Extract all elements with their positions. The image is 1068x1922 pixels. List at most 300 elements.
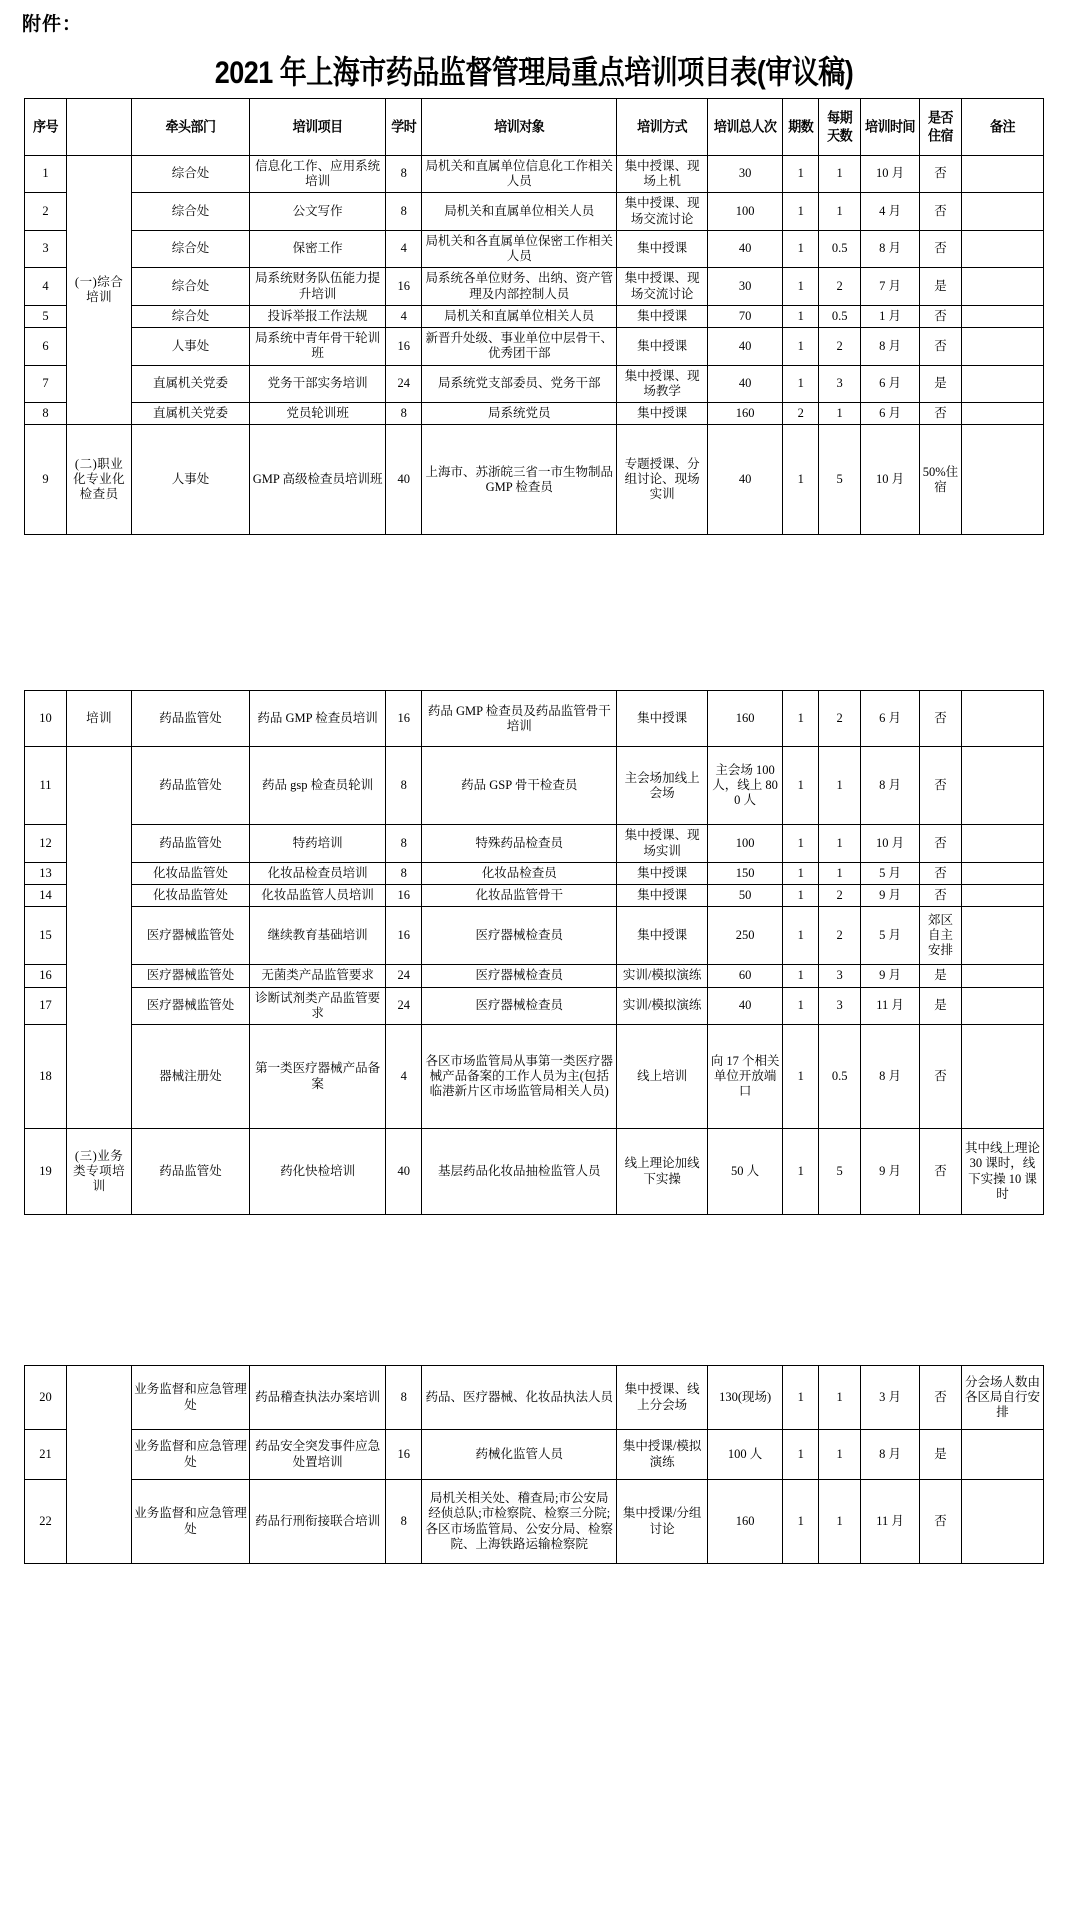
- cell-category-blank: [67, 1366, 132, 1564]
- cell-mode: 集中授课、现场交流讨论: [617, 268, 707, 306]
- cell-proj: 局系统财务队伍能力提升培训: [249, 268, 386, 306]
- cell-hours: 24: [386, 987, 422, 1025]
- cell-seq: 1: [25, 155, 67, 193]
- cell-obj: 局机关和直属单位信息化工作相关人员: [422, 155, 617, 193]
- cell-obj: 药械化监管人员: [422, 1430, 617, 1480]
- cell-stay: 否: [919, 155, 961, 193]
- cell-total: 100 人: [707, 1430, 783, 1480]
- cell-hours: 40: [386, 1129, 422, 1215]
- cell-obj: 化妆品检查员: [422, 862, 617, 884]
- cell-days: 2: [819, 328, 861, 366]
- cell-total: 40: [707, 987, 783, 1025]
- cell-stay: 否: [919, 885, 961, 907]
- cell-proj: 化妆品检查员培训: [249, 862, 386, 884]
- cell-dept: 化妆品监管处: [132, 885, 250, 907]
- cell-mode: 集中授课/分组讨论: [617, 1480, 707, 1564]
- cell-hours: 8: [386, 403, 422, 425]
- cell-category-one: (一)综合培训: [67, 155, 132, 425]
- cell-proj: 党务干部实务培训: [249, 365, 386, 403]
- cell-obj: 基层药品化妆品抽检监管人员: [422, 1129, 617, 1215]
- cell-days: 2: [819, 885, 861, 907]
- cell-days: 3: [819, 965, 861, 987]
- cell-days: 1: [819, 155, 861, 193]
- cell-days: 1: [819, 1480, 861, 1564]
- cell-mode: 集中授课: [617, 907, 707, 965]
- cell-mode: 集中授课: [617, 305, 707, 327]
- col-header-proj: 培训项目: [249, 95, 386, 158]
- cell-terms: 1: [783, 965, 819, 987]
- cell-note: [961, 155, 1043, 193]
- cell-terms: 1: [783, 268, 819, 306]
- cell-total: 主会场 100 人，线上 800 人: [707, 747, 783, 825]
- cell-stay: 否: [919, 747, 961, 825]
- cell-terms: 1: [783, 907, 819, 965]
- cell-days: 3: [819, 987, 861, 1025]
- cell-total: 60: [707, 965, 783, 987]
- cell-obj: 化妆品监管骨干: [422, 885, 617, 907]
- cell-note: [961, 268, 1043, 306]
- cell-mode: 集中授课/模拟演练: [617, 1430, 707, 1480]
- cell-time: 8 月: [861, 747, 920, 825]
- cell-hours: 16: [386, 907, 422, 965]
- cell-proj: 药品 gsp 检查员轮训: [249, 747, 386, 825]
- table-row: [25, 885, 1044, 907]
- cell-stay: 否: [919, 1480, 961, 1564]
- cell-dept: 人事处: [132, 328, 250, 366]
- table-row: [25, 403, 1044, 425]
- cell-total: 100: [707, 825, 783, 863]
- cell-dept: 医疗器械监管处: [132, 987, 250, 1025]
- cell-proj: 第一类医疗器械产品备案: [249, 1025, 386, 1129]
- table-row: [25, 747, 1044, 825]
- cell-mode: 集中授课、现场教学: [617, 365, 707, 403]
- cell-seq: 6: [25, 328, 67, 366]
- cell-dept: 综合处: [132, 193, 250, 231]
- cell-obj: 医疗器械检查员: [422, 907, 617, 965]
- cell-obj: 新晋升处级、事业单位中层骨干、优秀团干部: [422, 328, 617, 366]
- cell-stay: 否: [919, 403, 961, 425]
- cell-obj: 药品、医疗器械、化妆品执法人员: [422, 1366, 617, 1430]
- cell-note: [961, 1025, 1043, 1129]
- cell-days: 0.5: [819, 230, 861, 268]
- cell-obj: 局机关和直属单位相关人员: [422, 193, 617, 231]
- cell-terms: 1: [783, 1430, 819, 1480]
- cell-note: [961, 965, 1043, 987]
- cell-dept: 综合处: [132, 305, 250, 327]
- cell-hours: 4: [386, 1025, 422, 1129]
- cell-terms: 2: [783, 403, 819, 425]
- table-header-row: [25, 98, 1044, 155]
- cell-proj: 投诉举报工作法规: [249, 305, 386, 327]
- col-header-note: 备注: [961, 95, 1043, 158]
- cell-proj: GMP 高级检查员培训班: [249, 425, 386, 535]
- cell-total: 50: [707, 885, 783, 907]
- cell-time: 1 月: [861, 305, 920, 327]
- col-header-time: 培训时间: [861, 95, 920, 158]
- table-row: [25, 268, 1044, 306]
- cell-total: 30: [707, 268, 783, 306]
- cell-seq: 5: [25, 305, 67, 327]
- cell-dept: 直属机关党委: [132, 403, 250, 425]
- cell-stay: 否: [919, 1366, 961, 1430]
- cell-days: 2: [819, 907, 861, 965]
- cell-seq: 16: [25, 965, 67, 987]
- cell-mode: 集中授课: [617, 230, 707, 268]
- cell-proj: 特药培训: [249, 825, 386, 863]
- cell-note: [961, 987, 1043, 1025]
- table-row: [25, 193, 1044, 231]
- cell-mode: 线上理论加线下实操: [617, 1129, 707, 1215]
- cell-dept: 化妆品监管处: [132, 862, 250, 884]
- col-header-terms: 期数: [783, 95, 819, 158]
- cell-obj: 局系统党员: [422, 403, 617, 425]
- cell-days: 1: [819, 747, 861, 825]
- cell-terms: 1: [783, 747, 819, 825]
- table-row: [25, 965, 1044, 987]
- cell-hours: 40: [386, 425, 422, 535]
- cell-seq: 11: [25, 747, 67, 825]
- cell-terms: 1: [783, 305, 819, 327]
- cell-hours: 8: [386, 193, 422, 231]
- cell-mode: 线上培训: [617, 1025, 707, 1129]
- cell-dept: 药品监管处: [132, 747, 250, 825]
- cell-mode: 主会场加线上会场: [617, 747, 707, 825]
- cell-note: [961, 193, 1043, 231]
- cell-category-three: (三)业务类专项培训: [67, 1129, 132, 1215]
- cell-total: 40: [707, 365, 783, 403]
- cell-proj: 药化快检培训: [249, 1129, 386, 1215]
- cell-obj: 局机关相关处、稽查局;市公安局经侦总队;市检察院、检察三分院;各区市场监管局、公安分局、检察院、上海铁路运输检察院: [422, 1480, 617, 1564]
- cell-time: 10 月: [861, 825, 920, 863]
- table-row: [25, 155, 1044, 193]
- cell-note: [961, 403, 1043, 425]
- cell-terms: 1: [783, 230, 819, 268]
- cell-total: 150: [707, 862, 783, 884]
- cell-dept: 业务监督和应急管理处: [132, 1366, 250, 1430]
- cell-terms: 1: [783, 885, 819, 907]
- cell-note: [961, 747, 1043, 825]
- cell-seq: 22: [25, 1480, 67, 1564]
- cell-proj: 信息化工作、应用系统培训: [249, 155, 386, 193]
- cell-hours: 8: [386, 1480, 422, 1564]
- cell-seq: 19: [25, 1129, 67, 1215]
- cell-time: 10 月: [861, 155, 920, 193]
- cell-time: 6 月: [861, 403, 920, 425]
- cell-days: 2: [819, 691, 861, 747]
- cell-time: 5 月: [861, 862, 920, 884]
- cell-obj: 各区市场监管局从事第一类医疗器械产品备案的工作人员为主(包括临港新片区市场监管局相关人员): [422, 1025, 617, 1129]
- cell-mode: 集中授课: [617, 328, 707, 366]
- cell-note: [961, 1430, 1043, 1480]
- cell-terms: 1: [783, 1480, 819, 1564]
- cell-mode: 集中授课: [617, 403, 707, 425]
- cell-days: 1: [819, 825, 861, 863]
- page-break-gap-2: [0, 1215, 1068, 1365]
- cell-obj: 上海市、苏浙皖三省一市生物制品 GMP 检查员: [422, 425, 617, 535]
- cell-terms: 1: [783, 328, 819, 366]
- cell-terms: 1: [783, 862, 819, 884]
- col-header-hours: 学时: [386, 95, 422, 158]
- cell-proj: 公文写作: [249, 193, 386, 231]
- cell-time: 11 月: [861, 987, 920, 1025]
- cell-days: 5: [819, 425, 861, 535]
- cell-time: 5 月: [861, 907, 920, 965]
- attachment-label: 附件：: [22, 14, 83, 35]
- cell-terms: 1: [783, 987, 819, 1025]
- cell-proj: 药品稽查执法办案培训: [249, 1366, 386, 1430]
- cell-dept: 医疗器械监管处: [132, 965, 250, 987]
- cell-time: 8 月: [861, 230, 920, 268]
- cell-note: [961, 305, 1043, 327]
- cell-obj: 局系统党支部委员、党务干部: [422, 365, 617, 403]
- cell-obj: 药品 GSP 骨干检查员: [422, 747, 617, 825]
- cell-note: [961, 825, 1043, 863]
- cell-time: 11 月: [861, 1480, 920, 1564]
- cell-time: 8 月: [861, 328, 920, 366]
- cell-terms: 1: [783, 155, 819, 193]
- cell-hours: 8: [386, 1366, 422, 1430]
- cell-hours: 16: [386, 1430, 422, 1480]
- cell-mode: 集中授课、现场交流讨论: [617, 193, 707, 231]
- cell-hours: 4: [386, 305, 422, 327]
- cell-mode: 集中授课、现场实训: [617, 825, 707, 863]
- cell-time: 4 月: [861, 193, 920, 231]
- cell-proj: 党员轮训班: [249, 403, 386, 425]
- cell-terms: 1: [783, 825, 819, 863]
- cell-days: 2: [819, 268, 861, 306]
- cell-stay: 否: [919, 862, 961, 884]
- cell-total: 向 17 个相关单位开放端口: [707, 1025, 783, 1129]
- cell-dept: 药品监管处: [132, 1129, 250, 1215]
- table-row: [25, 1025, 1044, 1129]
- col-header-dept: 牵头部门: [132, 95, 250, 158]
- cell-stay: 50%住宿: [919, 425, 961, 535]
- cell-seq: 8: [25, 403, 67, 425]
- cell-seq: 9: [25, 425, 67, 535]
- cell-hours: 4: [386, 230, 422, 268]
- cell-time: 9 月: [861, 885, 920, 907]
- cell-days: 1: [819, 862, 861, 884]
- cell-stay: 否: [919, 305, 961, 327]
- cell-seq: 18: [25, 1025, 67, 1129]
- cell-hours: 8: [386, 862, 422, 884]
- cell-dept: 业务监督和应急管理处: [132, 1480, 250, 1564]
- cell-mode: 集中授课: [617, 691, 707, 747]
- cell-seq: 12: [25, 825, 67, 863]
- cell-hours: 8: [386, 747, 422, 825]
- table-row: [25, 1366, 1044, 1430]
- cell-obj: 特殊药品检查员: [422, 825, 617, 863]
- cell-seq: 15: [25, 907, 67, 965]
- cell-obj: 局机关和直属单位相关人员: [422, 305, 617, 327]
- cell-stay: 是: [919, 1430, 961, 1480]
- cell-days: 1: [819, 1430, 861, 1480]
- cell-note: [961, 1480, 1043, 1564]
- cell-note: [961, 691, 1043, 747]
- page-title: 2021 年上海市药品监督管理局重点培训项目表(审议稿): [214, 54, 854, 90]
- cell-seq: 7: [25, 365, 67, 403]
- cell-hours: 16: [386, 691, 422, 747]
- cell-stay: 否: [919, 193, 961, 231]
- cell-proj: 药品行刑衔接联合培训: [249, 1480, 386, 1564]
- cell-seq: 4: [25, 268, 67, 306]
- table-row: [25, 987, 1044, 1025]
- cell-dept: 医疗器械监管处: [132, 907, 250, 965]
- cell-seq: 13: [25, 862, 67, 884]
- cell-days: 1: [819, 193, 861, 231]
- cell-days: 1: [819, 403, 861, 425]
- cell-dept: 药品监管处: [132, 825, 250, 863]
- col-header-total: 培训总人次: [707, 95, 783, 158]
- cell-time: 8 月: [861, 1025, 920, 1129]
- cell-dept: 业务监督和应急管理处: [132, 1430, 250, 1480]
- cell-note: 分会场人数由各区局自行安排: [961, 1366, 1043, 1430]
- cell-time: 3 月: [861, 1366, 920, 1430]
- cell-total: 40: [707, 230, 783, 268]
- table-row: [25, 1480, 1044, 1564]
- cell-total: 130(现场): [707, 1366, 783, 1430]
- cell-category-two: (二)职业化专业化检查员: [67, 425, 132, 535]
- cell-seq: 10: [25, 691, 67, 747]
- cell-time: 8 月: [861, 1430, 920, 1480]
- col-header-cat: [67, 95, 132, 158]
- cell-days: 3: [819, 365, 861, 403]
- cell-note: 其中线上理论 30 课时，线下实操 10 课时: [961, 1129, 1043, 1215]
- cell-mode: 集中授课、线上分会场: [617, 1366, 707, 1430]
- table-row: [25, 862, 1044, 884]
- cell-stay: 否: [919, 230, 961, 268]
- cell-days: 0.5: [819, 305, 861, 327]
- cell-proj: 局系统中青年骨干轮训班: [249, 328, 386, 366]
- page-break-gap-1: [0, 535, 1068, 690]
- cell-proj: 化妆品监管人员培训: [249, 885, 386, 907]
- cell-seq: 2: [25, 193, 67, 231]
- cell-dept: 综合处: [132, 155, 250, 193]
- cell-total: 50 人: [707, 1129, 783, 1215]
- cell-hours: 16: [386, 885, 422, 907]
- cell-terms: 1: [783, 691, 819, 747]
- cell-days: 1: [819, 1366, 861, 1430]
- cell-note: [961, 425, 1043, 535]
- training-table-block-1: [24, 98, 1044, 536]
- cell-mode: 集中授课: [617, 885, 707, 907]
- cell-total: 250: [707, 907, 783, 965]
- cell-stay: 否: [919, 1129, 961, 1215]
- cell-terms: 1: [783, 1025, 819, 1129]
- table-row: [25, 328, 1044, 366]
- cell-note: [961, 862, 1043, 884]
- col-header-obj: 培训对象: [422, 95, 617, 158]
- cell-time: 9 月: [861, 965, 920, 987]
- cell-hours: 8: [386, 155, 422, 193]
- cell-dept: 综合处: [132, 268, 250, 306]
- cell-dept: 药品监管处: [132, 691, 250, 747]
- cell-mode: 实训/模拟演练: [617, 965, 707, 987]
- cell-hours: 16: [386, 328, 422, 366]
- cell-stay: 是: [919, 965, 961, 987]
- training-table-block-3: [24, 1365, 1044, 1564]
- cell-seq: 17: [25, 987, 67, 1025]
- col-header-seq: 序号: [25, 95, 67, 158]
- cell-stay: 郊区自主安排: [919, 907, 961, 965]
- cell-seq: 14: [25, 885, 67, 907]
- cell-hours: 8: [386, 825, 422, 863]
- cell-total: 40: [707, 425, 783, 535]
- cell-note: [961, 328, 1043, 366]
- cell-obj: 医疗器械检查员: [422, 987, 617, 1025]
- cell-days: 5: [819, 1129, 861, 1215]
- cell-hours: 16: [386, 268, 422, 306]
- cell-days: 0.5: [819, 1025, 861, 1129]
- cell-category-two-cont: 培训: [67, 691, 132, 747]
- cell-dept: 直属机关党委: [132, 365, 250, 403]
- cell-total: 160: [707, 691, 783, 747]
- cell-proj: 药品 GMP 检查员培训: [249, 691, 386, 747]
- cell-proj: 无菌类产品监管要求: [249, 965, 386, 987]
- cell-terms: 1: [783, 365, 819, 403]
- col-header-days: 每期天数: [819, 95, 861, 158]
- cell-obj: 医疗器械检查员: [422, 965, 617, 987]
- cell-total: 100: [707, 193, 783, 231]
- cell-hours: 24: [386, 965, 422, 987]
- cell-terms: 1: [783, 193, 819, 231]
- cell-mode: 实训/模拟演练: [617, 987, 707, 1025]
- cell-dept: 器械注册处: [132, 1025, 250, 1129]
- cell-note: [961, 907, 1043, 965]
- table-row: [25, 691, 1044, 747]
- cell-hours: 24: [386, 365, 422, 403]
- table-row: [25, 305, 1044, 327]
- cell-mode: 集中授课: [617, 862, 707, 884]
- cell-terms: 1: [783, 1366, 819, 1430]
- training-table-block-2: [24, 690, 1044, 1215]
- cell-total: 70: [707, 305, 783, 327]
- cell-seq: 21: [25, 1430, 67, 1480]
- cell-mode: 专题授课、分组讨论、现场实训: [617, 425, 707, 535]
- cell-note: [961, 230, 1043, 268]
- cell-total: 160: [707, 1480, 783, 1564]
- table-row: [25, 365, 1044, 403]
- cell-obj: 局系统各单位财务、出纳、资产管理及内部控制人员: [422, 268, 617, 306]
- cell-category-blank: [67, 747, 132, 1129]
- cell-dept: 人事处: [132, 425, 250, 535]
- cell-time: 6 月: [861, 691, 920, 747]
- cell-seq: 20: [25, 1366, 67, 1430]
- cell-mode: 集中授课、现场上机: [617, 155, 707, 193]
- cell-time: 10 月: [861, 425, 920, 535]
- cell-stay: 否: [919, 1025, 961, 1129]
- cell-stay: 否: [919, 691, 961, 747]
- cell-proj: 保密工作: [249, 230, 386, 268]
- table-row: [25, 825, 1044, 863]
- cell-time: 6 月: [861, 365, 920, 403]
- cell-stay: 是: [919, 987, 961, 1025]
- cell-stay: 是: [919, 365, 961, 403]
- cell-note: [961, 885, 1043, 907]
- table-row: [25, 907, 1044, 965]
- cell-seq: 3: [25, 230, 67, 268]
- cell-total: 160: [707, 403, 783, 425]
- cell-time: 7 月: [861, 268, 920, 306]
- col-header-stay: 是否住宿: [919, 95, 961, 158]
- cell-obj: 药品 GMP 检查员及药品监管骨干培训: [422, 691, 617, 747]
- cell-proj: 诊断试剂类产品监管要求: [249, 987, 386, 1025]
- cell-proj: 继续教育基础培训: [249, 907, 386, 965]
- cell-obj: 局机关和各直属单位保密工作相关人员: [422, 230, 617, 268]
- table-row: [25, 1129, 1044, 1215]
- cell-total: 40: [707, 328, 783, 366]
- cell-stay: 否: [919, 328, 961, 366]
